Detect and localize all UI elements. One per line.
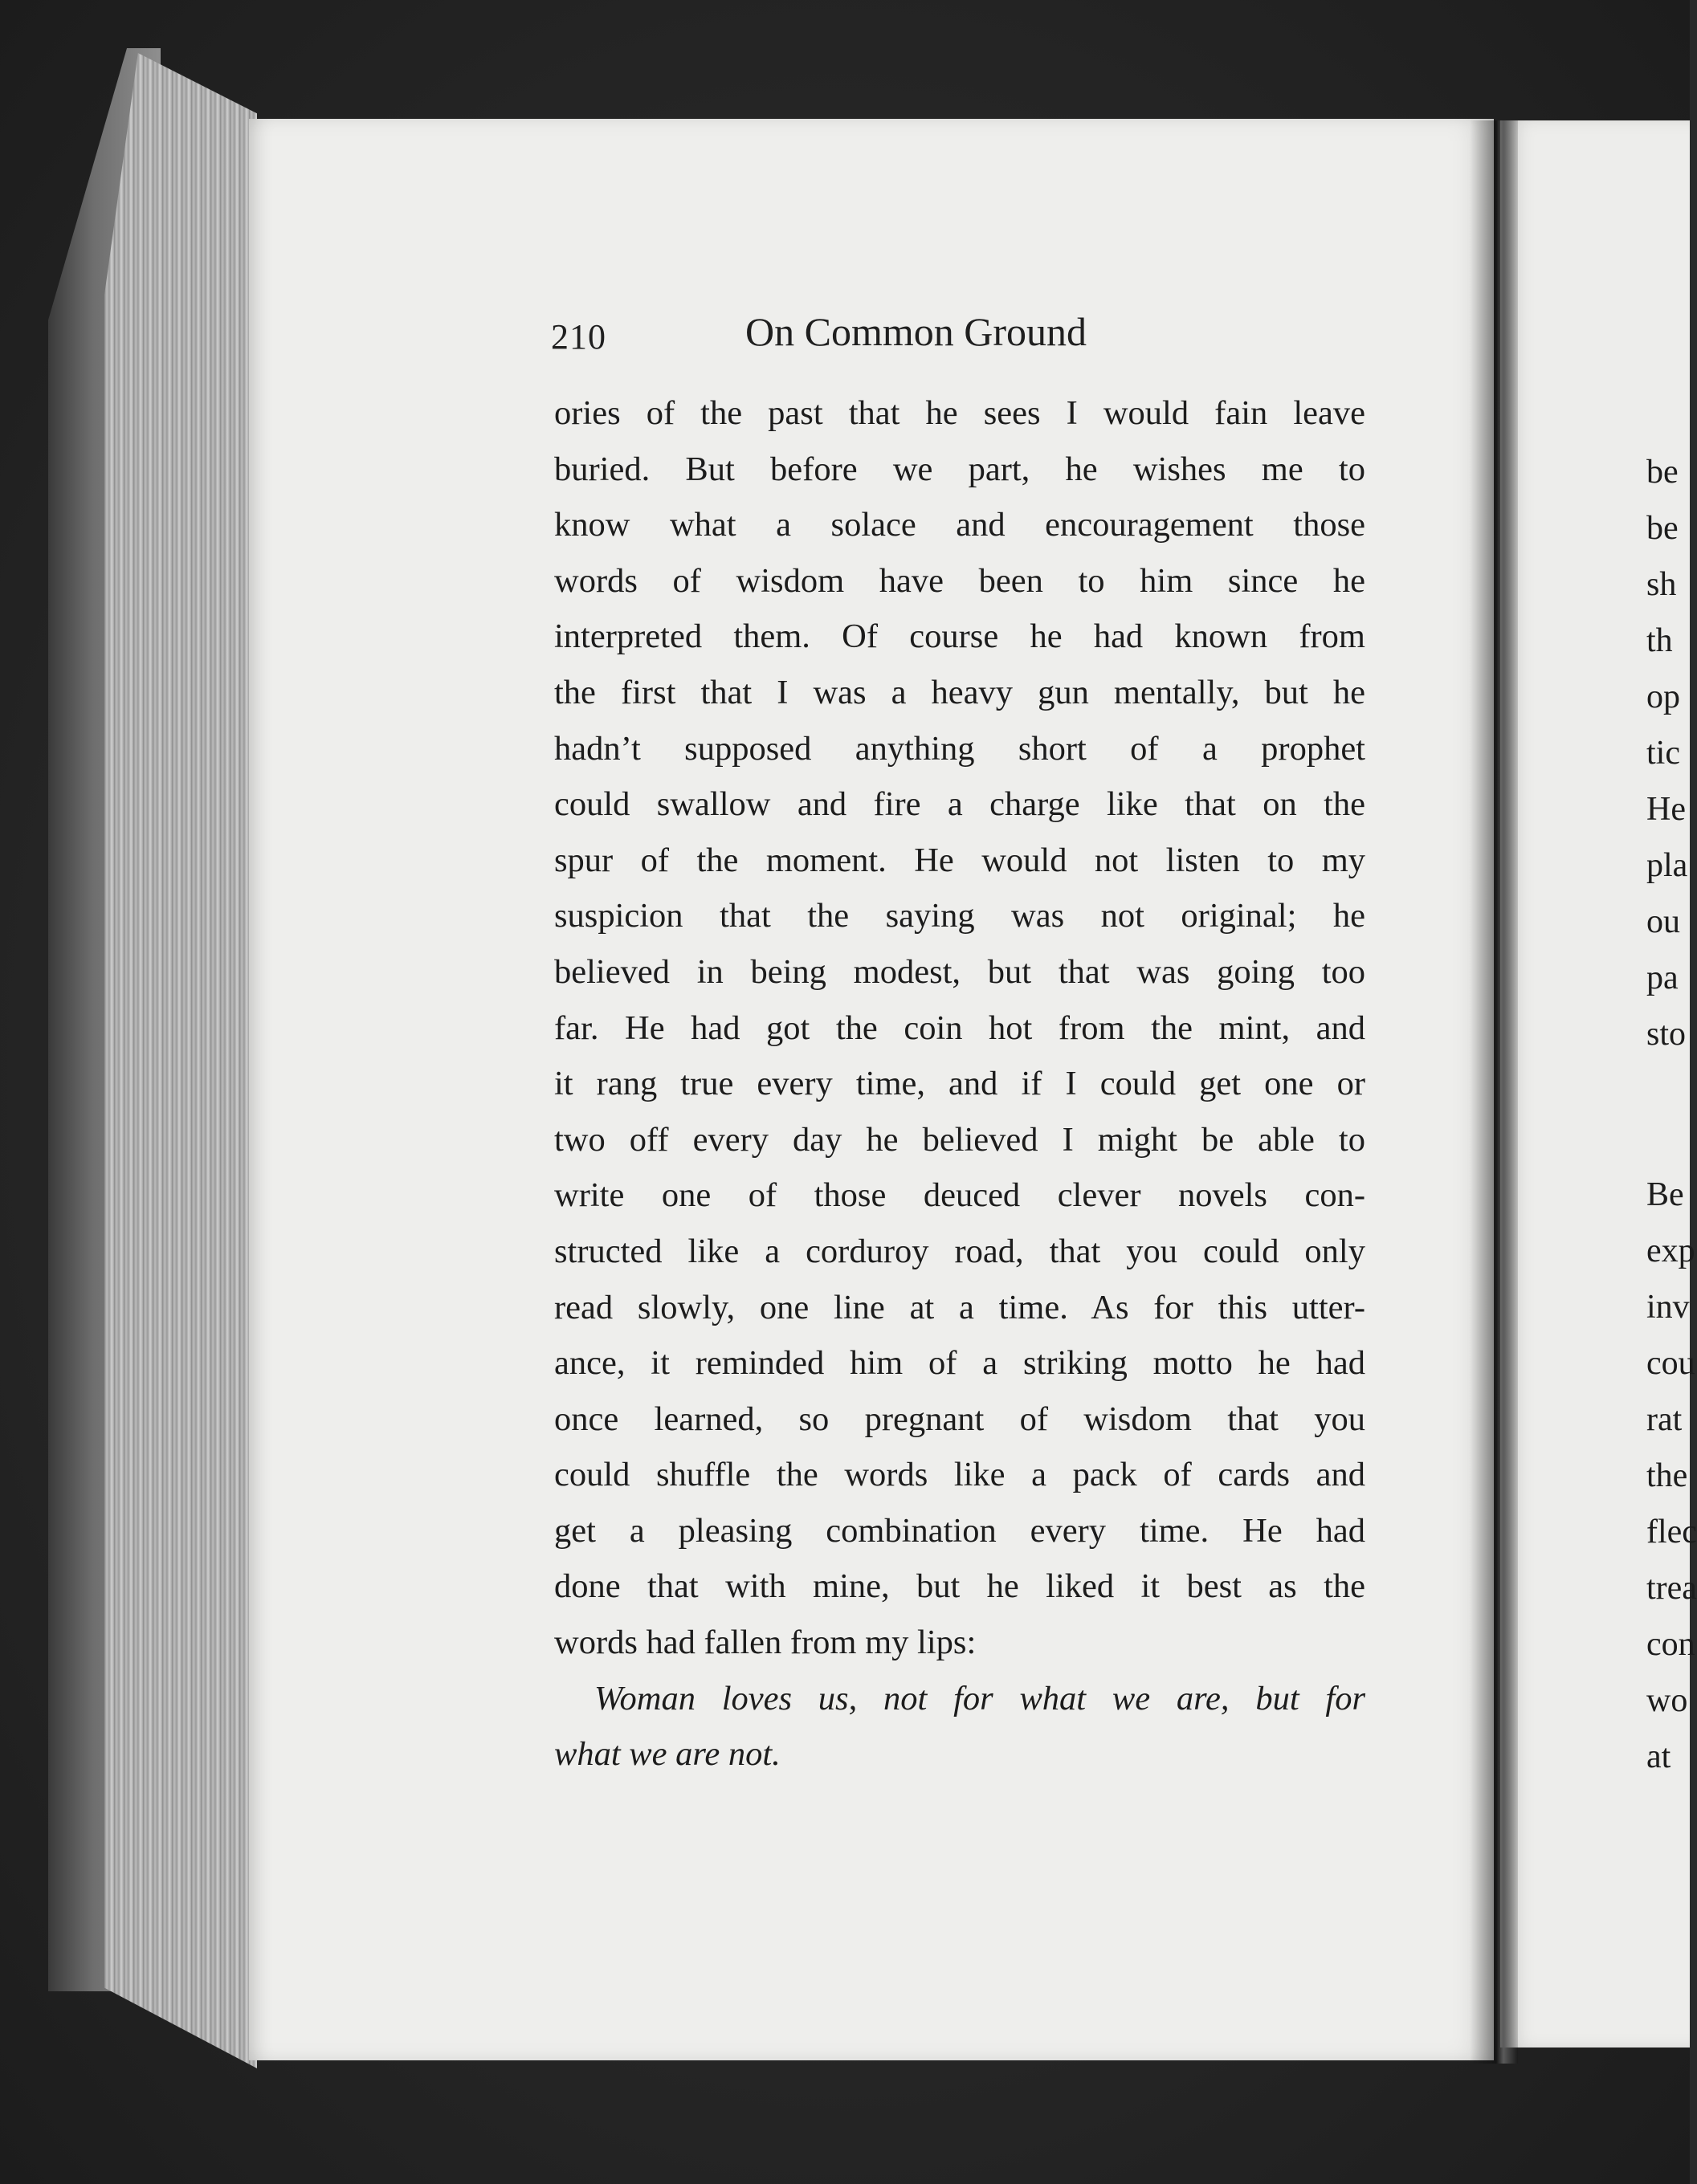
book-title: On Common Ground	[745, 309, 1087, 354]
right-page-fragment: Be	[1646, 1176, 1684, 1213]
text-line: get a pleasing combination every time. He had	[554, 1511, 1365, 1550]
text-line: could shuffle the words like a pack of cards and	[554, 1456, 1365, 1494]
text-line: it rang true every time, and if I could get one or	[554, 1065, 1365, 1103]
quote-line: what we are not.	[554, 1735, 781, 1774]
text-line: two off every day he believed I might be able to	[554, 1120, 1365, 1159]
text-line: the first that I was a heavy gun mentally, but he	[554, 673, 1365, 711]
right-page-fragment: tic	[1646, 735, 1680, 772]
right-page-fragment: op	[1646, 678, 1680, 715]
right-page-fragment: con	[1646, 1626, 1695, 1663]
text-line: far. He had got the coin hot from the mint, and	[554, 1008, 1365, 1047]
text-line: interpreted them. Of course he had known from	[554, 617, 1365, 656]
right-page-fragment: rat	[1646, 1401, 1683, 1438]
text-line: words had fallen from my lips:	[554, 1624, 977, 1662]
right-page-fragment: cou	[1646, 1345, 1695, 1382]
running-head	[551, 308, 1354, 365]
right-page-fragment: flec	[1646, 1514, 1697, 1550]
page-number: 210	[551, 317, 606, 357]
right-page-fragment: inv	[1646, 1289, 1690, 1326]
text-line: believed in being modest, but that was going too	[554, 952, 1365, 991]
right-page-fragment: at	[1646, 1738, 1671, 1775]
right-page-fragment: be	[1646, 454, 1679, 491]
right-page-fragment: trea	[1646, 1570, 1697, 1607]
text-line: could swallow and fire a charge like that on the	[554, 785, 1365, 824]
right-page-fragment: sh	[1646, 566, 1677, 603]
text-line: spur of the moment. He would not listen to my	[554, 841, 1365, 879]
text-line: read slowly, one line at a time. As for this utter-	[554, 1288, 1365, 1326]
right-page-fragment: exp	[1646, 1233, 1695, 1269]
text-line: words of wisdom have been to him since he	[554, 561, 1365, 600]
text-line: structed like a corduroy road, that you could only	[554, 1232, 1365, 1270]
right-page-fragment: th	[1646, 622, 1673, 659]
text-line: know what a solace and encouragement those	[554, 506, 1365, 544]
right-page-fragment: wo	[1646, 1682, 1688, 1719]
text-line: ories of the past that he sees I would fain leave	[554, 394, 1365, 432]
right-page-fragment: pla	[1646, 847, 1688, 884]
right-page-fragment: ou	[1646, 903, 1680, 940]
text-line: suspicion that the saying was not original; he	[554, 897, 1365, 935]
right-page-fragment: the	[1646, 1457, 1688, 1494]
body-text	[554, 385, 1365, 1783]
quote-line: Woman loves us, not for what we are, but for	[594, 1679, 1365, 1717]
text-line: write one of those deuced clever novels con-	[554, 1176, 1365, 1215]
text-line: ance, it reminded him of a striking motto he had	[554, 1344, 1365, 1383]
text-line: buried. But before we part, he wishes me to	[554, 450, 1365, 488]
right-page-fragment: be	[1646, 510, 1679, 547]
text-line: hadn’t supposed anything short of a prophet	[554, 729, 1365, 768]
text-line: done that with mine, but he liked it best as the	[554, 1567, 1365, 1606]
right-page-fragment: He	[1646, 791, 1686, 828]
book-gutter	[1470, 120, 1518, 2064]
right-page-fragment: sto	[1646, 1016, 1687, 1053]
text-line: once learned, so pregnant of wisdom that you	[554, 1400, 1365, 1438]
right-page-fragment: pa	[1646, 960, 1679, 996]
page-edges	[104, 53, 257, 2068]
